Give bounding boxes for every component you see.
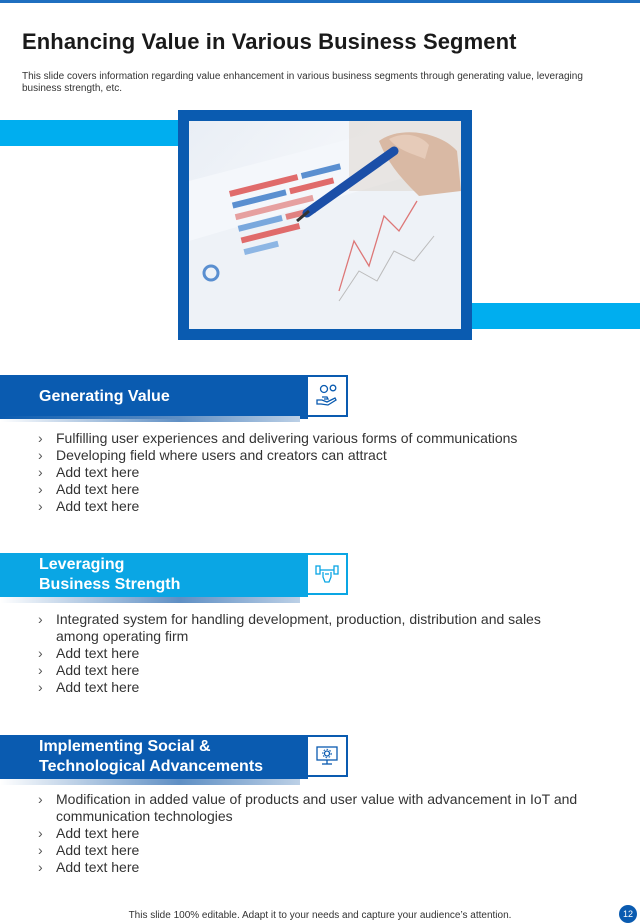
- section-title-line1: Leveraging: [39, 556, 125, 573]
- section-bullets: [38, 430, 578, 515]
- bullet-item: › Developing field where users and creators can attract: [38, 447, 578, 464]
- bullet-item: › Add text here: [38, 464, 578, 481]
- monitor-gear-icon: [315, 744, 339, 768]
- section-title-line2: Technological Advancements: [39, 758, 264, 775]
- page-number-badge: 12: [619, 905, 637, 923]
- accent-band-right: [462, 303, 640, 329]
- slide-footer: This slide 100% editable. Adapt it to your needs and capture your audience’s attention.: [128, 910, 512, 921]
- header-sweep: [0, 416, 300, 422]
- section-header-leveraging-strength: [0, 553, 308, 597]
- bullet-item: › Integrated system for handling development, production, distribution and sales among operating firm: [38, 611, 578, 645]
- section-title-line1: Implementing Social &: [39, 738, 211, 755]
- photo-frame: [178, 110, 472, 340]
- accent-band-left: [0, 120, 190, 146]
- section-bullets: [38, 611, 578, 696]
- bullet-item: › Fulfilling user experiences and delivering various forms of communications: [38, 430, 578, 447]
- bullet-item: › Add text here: [38, 481, 578, 498]
- slide-title: Enhancing Value in Various Business Segment: [22, 29, 517, 54]
- slide-subtitle: This slide covers information regarding value enhancement in various business segments through generating value, leveraging business strength, etc.: [22, 71, 583, 94]
- section-icon-box: [306, 735, 348, 777]
- bullet-item: › Add text here: [38, 679, 578, 696]
- bullet-item: › Add text here: [38, 645, 578, 662]
- strength-weights-icon: [315, 562, 339, 586]
- business-chart-photo: [189, 121, 461, 329]
- section-icon-box: [306, 375, 348, 417]
- section-title-line2: Business Strength: [39, 576, 181, 593]
- top-accent-line: [0, 0, 640, 3]
- bullet-item: › Add text here: [38, 498, 578, 515]
- section-bullets: [38, 791, 578, 876]
- section-title-line1: Generating Value: [39, 388, 170, 405]
- header-sweep: [0, 597, 300, 603]
- section-header-implementing-advancements: [0, 735, 308, 779]
- bullet-item: › Modification in added value of products and user value with advancement in IoT and communication technologies: [38, 791, 578, 825]
- section-icon-box: [306, 553, 348, 595]
- bullet-item: › Add text here: [38, 842, 578, 859]
- money-hand-icon: [315, 384, 339, 408]
- bullet-item: › Add text here: [38, 662, 578, 679]
- bullet-item: › Add text here: [38, 859, 578, 876]
- bullet-item: › Add text here: [38, 825, 578, 842]
- section-header-generating-value: [0, 375, 308, 419]
- header-sweep: [0, 779, 300, 785]
